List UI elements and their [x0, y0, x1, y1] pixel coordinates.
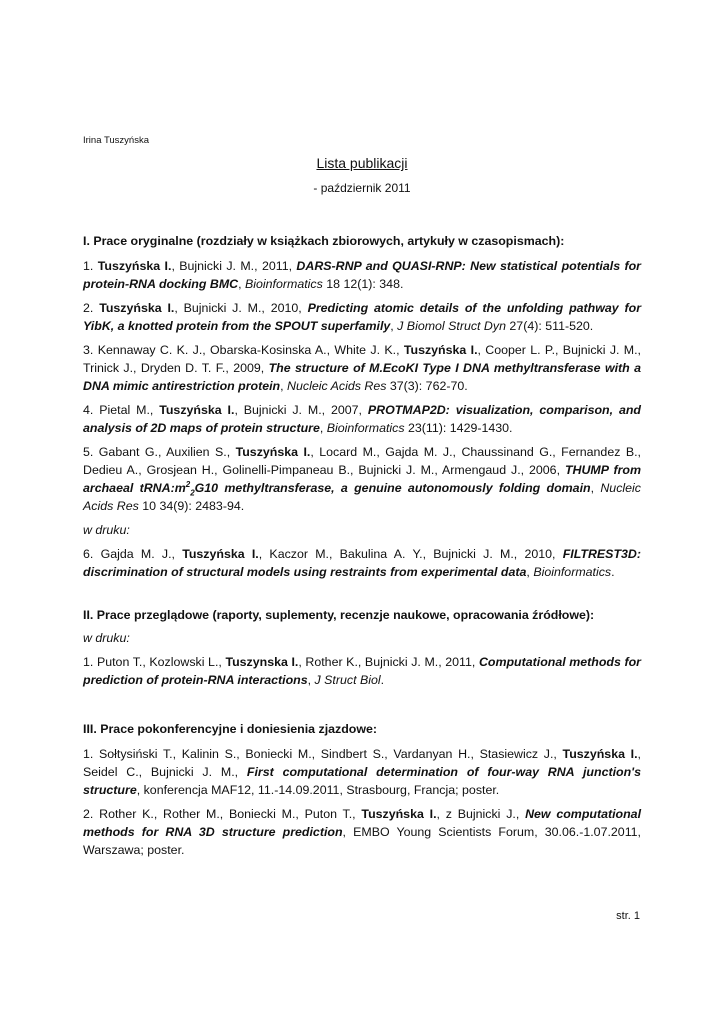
entry-title: Predicting atomic details of the unfolding pathway for YibK, a knotted protein from the SPOUT superfamily [83, 301, 642, 333]
entry-authors-after: , Bujnicki J. M., 2007, [234, 403, 368, 417]
entry-authors-before: Puton T., Kozlowski L., [96, 655, 226, 669]
entry-number: 5. [83, 445, 94, 459]
highlighted-author: Tuszynska I. [225, 655, 299, 669]
entry-title: First computational determination of four-way RNA junction's structure [83, 765, 642, 797]
subscript: 2 [190, 488, 195, 498]
entry-title: FILTREST3D: discrimination of structural models using restraints from experimental data [83, 547, 641, 579]
section-conference-works [83, 720, 641, 859]
entry-authors-before: Kennaway C. K. J., Obarska-Kosinska A., White J. K., [97, 343, 404, 357]
publication-entry [83, 805, 641, 859]
highlighted-author: Tuszyńska I. [562, 747, 638, 761]
entry-separator: , [526, 565, 534, 579]
entry-title-part: G10 methyltransferase, a genuine autonomously folding domain [194, 481, 591, 495]
entry-citation: 18 12(1): 348. [322, 277, 404, 291]
entry-title: Computational methods for prediction of protein-RNA interactions [83, 655, 642, 687]
entry-title: The structure of M.EcoKI Type I DNA methyltransferase with a DNA mimic antirestriction protein [83, 361, 641, 393]
highlighted-author: Tuszyńska I. [97, 259, 172, 273]
entry-separator: , [319, 421, 327, 435]
in-press-label: w druku: [83, 523, 130, 537]
publication-entry [83, 653, 641, 689]
section-original-works [83, 232, 641, 581]
entry-citation: . [611, 565, 615, 579]
entry-number: 3. [83, 343, 94, 357]
entry-authors-after: , Bujnicki J. M., 2010, [174, 301, 308, 315]
superscript: 2 [185, 479, 191, 489]
entry-separator: , [307, 673, 315, 687]
highlighted-author: Tuszyńska I. [235, 445, 311, 459]
entry-authors-before: Pietal M., [99, 403, 160, 417]
highlighted-author: Tuszyńska I. [99, 301, 175, 315]
entry-journal: Nucleic Acids Res [287, 379, 387, 393]
entry-journal: Nucleic Acids Res [83, 481, 641, 513]
entry-authors-after: , Kaczor M., Bakulina A. Y., Bujnicki J. M., 2010, [258, 547, 563, 561]
entry-journal: J Biomol Struct Dyn [397, 319, 506, 333]
entry-number: 1. [83, 747, 94, 761]
entry-authors-before: Gajda M. J., [100, 547, 183, 561]
entry-title-part: THUMP from archaeal tRNA:m [83, 463, 641, 495]
entry-authors-after: , z Bujnicki J., [436, 807, 526, 821]
entry-journal: Bioinformatics [326, 421, 405, 435]
highlighted-author: Tuszyńska I. [361, 807, 437, 821]
entry-journal: J Struct Biol [314, 673, 381, 687]
entry-authors-after: , Cooper L. P., Bujnicki J. M., Trinick J., Dryden D. T. F., 2009, [83, 343, 641, 375]
publication-entry [83, 745, 641, 799]
highlighted-author: Tuszyńska I. [159, 403, 235, 417]
entry-number: 2. [83, 301, 94, 315]
publication-entry [83, 299, 641, 335]
entry-authors-after: , Rother K., Bujnicki J. M., 2011, [298, 655, 479, 669]
section-heading: I. Prace oryginalne (rozdziały w książkach zbiorowych, artykuły w czasopismach): [83, 234, 565, 248]
highlighted-author: Tuszyńska I. [182, 547, 259, 561]
entry-number: 4. [83, 403, 94, 417]
entry-title: New computational methods for RNA 3D structure prediction [83, 807, 642, 839]
entry-authors-after: , Bujnicki J. M., 2011, [171, 259, 297, 273]
entry-separator: , [590, 481, 601, 495]
entry-authors-after: , Seidel C., Bujnicki J. M., [83, 747, 641, 779]
entry-number: 1. [83, 655, 94, 669]
entry-journal: Bioinformatics [533, 565, 612, 579]
entry-citation: 37(3): 762-70. [386, 379, 468, 393]
entry-authors-before: Sołtysiński T., Kalinin S., Boniecki M., Sindbert S., Vardanyan H., Stasiewicz J., [99, 747, 563, 761]
in-press-label: w druku: [83, 631, 130, 645]
entry-separator: , [280, 379, 288, 393]
publication-entry [83, 341, 641, 395]
section-heading: III. Prace pokonferencyjne i doniesienia zjazdowe: [83, 722, 378, 736]
entry-title: PROTMAP2D: visualization, comparison, and analysis of 2D maps of protein structure [83, 403, 641, 435]
section-review-works [83, 606, 641, 689]
entry-separator: , [238, 277, 245, 291]
entry-number: 6. [83, 547, 94, 561]
entry-title: DARS-RNP and QUASI-RNP: New statistical potentials for protein-RNA docking BMC [83, 259, 641, 291]
document-date: - październik 2011 [313, 181, 411, 195]
entry-citation: 23(11): 1429-1430. [404, 421, 513, 435]
entry-number: 1. [83, 259, 94, 273]
publication-entry [83, 257, 641, 293]
highlighted-author: Tuszyńska I. [403, 343, 478, 357]
entry-citation: . [380, 673, 385, 687]
page-title: Lista publikacji [316, 155, 408, 171]
section-heading: II. Prace przeglądowe (raporty, suplementy, recenzje naukowe, opracowania źródłowe): [83, 608, 595, 622]
publication-entry [83, 443, 641, 515]
publication-entry [83, 401, 641, 437]
entry-authors-before: Rother K., Rother M., Boniecki M., Puton T., [99, 807, 362, 821]
entry-journal: Bioinformatics [245, 277, 323, 291]
entry-citation: 10 34(9): 2483-94. [138, 499, 245, 513]
entry-separator: , EMBO Young Scientists Forum, 30.06.-1.07.2011, Warszawa; poster. [83, 825, 641, 857]
entry-authors-before: Gabant G., Auxilien S., [98, 445, 236, 459]
entry-number: 2. [83, 807, 94, 821]
entry-authors-after: , Locard M., Gajda M. J., Chaussinand G., Fernandez B., Dedieu A., Grosjean H., Golinelli-Pimpaneau B., Bujnicki J. M., Armengaud J., 2006, [83, 445, 642, 477]
entry-separator: , [390, 319, 398, 333]
publication-entry [83, 545, 641, 581]
page-number: str. 1 [616, 910, 640, 922]
author-header: Irina Tuszyńska [83, 135, 149, 146]
entry-separator: , konferencja MAF12, 11.-14.09.2011, Strasbourg, Francja; poster. [136, 783, 500, 797]
entry-citation: 27(4): 511-520. [505, 319, 594, 333]
